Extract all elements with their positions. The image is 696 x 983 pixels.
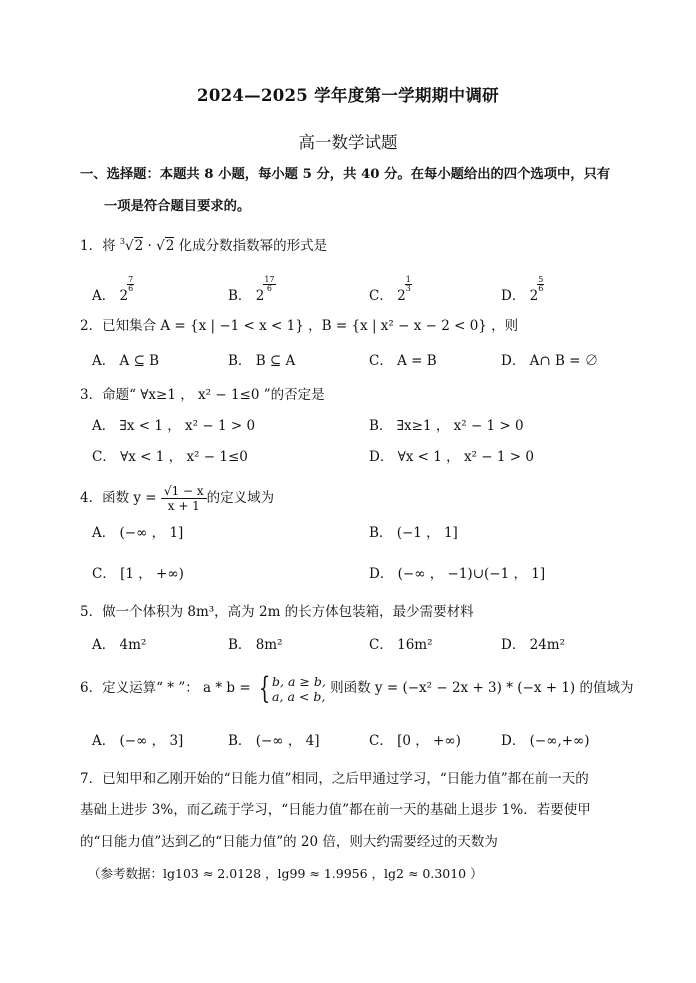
q1-option-d[interactable]: D． 2 $\frac{5}{6}$ (501, 275, 544, 304)
cube-root: $^3$√2 (119, 237, 144, 254)
section-heading-line1: 一、选择题：本题共 8 小题，每小题 5 分，共 40 分。在每小题给出的四个选项中，只有 (80, 167, 611, 182)
question-3: 3．命题“ ∀x≥1 ， x² − 1≤0 ”的否定是 (80, 387, 325, 403)
exam-subtitle: 高一数学试题 (298, 133, 398, 152)
question-7-line2: 基础上进步 3%，而乙疏于学习，“日能力值”都在前一天的基础上退步 1%．若要使甲 (80, 802, 591, 818)
q5-option-a[interactable]: A． 4m² (92, 637, 147, 653)
question-7-line1: 7．已知甲和乙刚开始的“日能力值”相同，之后甲通过学习，“日能力值”都在前一天的 (80, 771, 589, 787)
fraction: $\frac{√1 - x}{x + 1}$ (161, 484, 207, 513)
q3-option-b[interactable]: B． ∃x≥1 ， x² − 1 > 0 (369, 418, 524, 434)
piecewise-cases: b, a ≥ b, a, a < b, (272, 673, 326, 704)
q1-option-b[interactable]: B． 2 $\frac{17}{6}$ (228, 275, 275, 304)
q1-option-c[interactable]: C． 2 $\frac{1}{3}$ (369, 275, 411, 304)
question-4: 4．函数 y = $\frac{√1 - x}{x + 1}$ 的定义域为 (80, 484, 275, 513)
q4-option-c[interactable]: C． [1 ， +∞) (92, 566, 184, 582)
q2-option-d[interactable]: D． A∩ B = ∅ (501, 353, 599, 369)
question-1: 1．将 $^3$√2 · √2 化成分数指数幂的形式是 (80, 234, 327, 254)
q6-option-b[interactable]: B． (−∞ ， 4] (228, 733, 320, 749)
question-6: 6．定义运算“ * ”： a * b = { b, a ≥ b, a, a < b, 则函数 y = (−x² − 2x + 3) * (−x + 1) 的值域为 (80, 670, 634, 706)
q6-option-d[interactable]: D． (−∞,+∞) (501, 733, 590, 749)
question-5: 5．做一个体积为 8m³，高为 2m 的长方体包装箱，最少需要材料 (80, 604, 474, 620)
question-number: 1． (80, 238, 103, 254)
case-brace: { (258, 670, 271, 706)
exam-title: 2024—2025 学年度第一学期期中调研 (197, 86, 499, 105)
q2-option-a[interactable]: A． A ⊆ B (92, 353, 160, 369)
q3-option-c[interactable]: C． ∀x < 1 ， x² − 1≤0 (92, 449, 248, 465)
q4-option-d[interactable]: D． (−∞ ， −1)∪(−1 ， 1] (369, 566, 546, 582)
q2-option-b[interactable]: B． B ⊆ A (228, 353, 296, 369)
section-heading-line2: 一项是符合题目要求的。 (104, 199, 251, 214)
q4-option-b[interactable]: B． (−1 ， 1] (369, 525, 458, 541)
q6-option-a[interactable]: A． (−∞ ， 3] (92, 733, 184, 749)
q5-option-d[interactable]: D． 24m² (501, 637, 566, 653)
q1-option-a[interactable]: A． 2 $\frac{7}{6}$ (92, 275, 134, 304)
q5-option-b[interactable]: B． 8m² (228, 637, 283, 653)
q3-option-a[interactable]: A． ∃x < 1 ， x² − 1 > 0 (92, 418, 256, 434)
question-7-line3: 的“日能力值”达到乙的“日能力值”的 20 倍，则大约需要经过的天数为 (80, 834, 498, 850)
question-7-reference: （参考数据：lg103 ≈ 2.0128 ，lg99 ≈ 1.9956 ，lg2 ≈ 0.3010 ） (88, 866, 483, 881)
q3-option-d[interactable]: D． ∀x < 1 ， x² − 1 > 0 (369, 449, 534, 465)
q4-option-a[interactable]: A． (−∞ ， 1] (92, 525, 184, 541)
question-2: 2．已知集合 A = {x | −1 < x < 1} ，B = {x | x² − x − 2 < 0} ，则 (80, 318, 519, 334)
q5-option-c[interactable]: C． 16m² (369, 637, 433, 653)
q2-option-c[interactable]: C． A = B (369, 353, 437, 369)
q6-option-c[interactable]: C． [0 ， +∞) (369, 733, 461, 749)
square-root: √2 (156, 238, 175, 254)
